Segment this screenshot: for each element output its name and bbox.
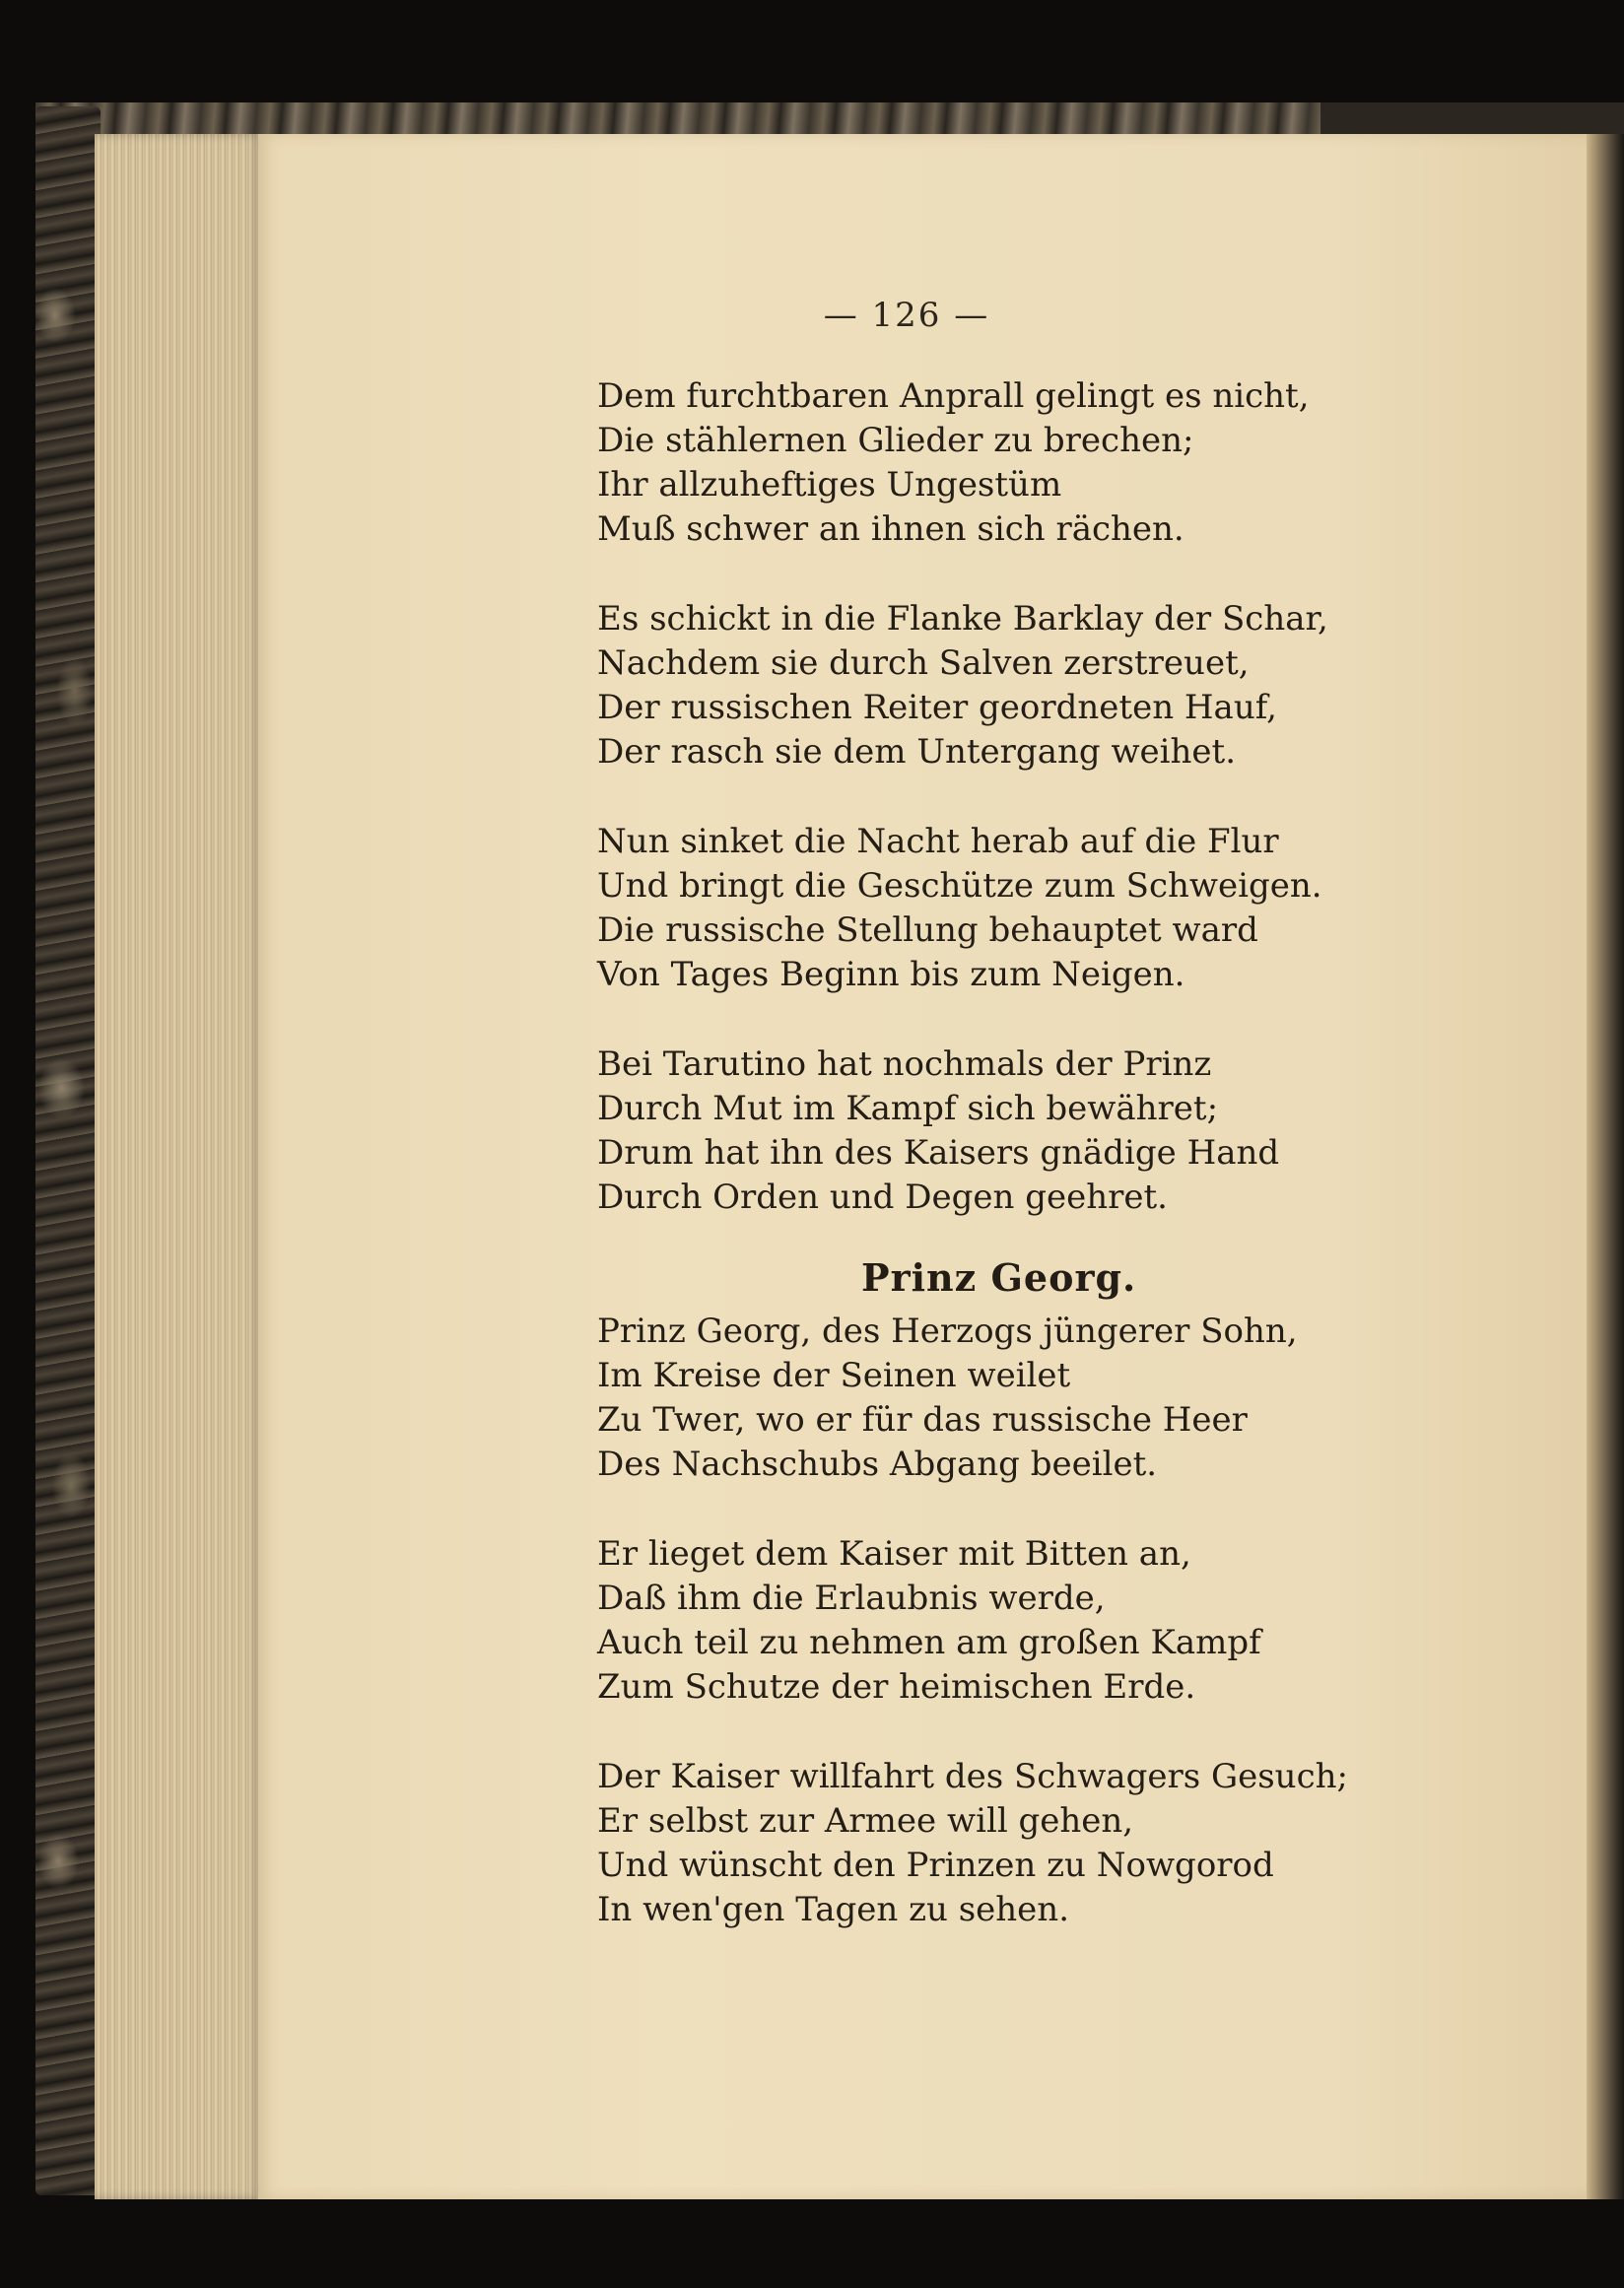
verse-line: Nun sinket die Nacht herab auf die Flur bbox=[597, 822, 1279, 861]
stanza bbox=[597, 374, 1405, 552]
verse-line: Ihr allzuheftiges Ungestüm bbox=[597, 465, 1062, 505]
verse-line: Der russischen Reiter geordneten Hauf, bbox=[597, 688, 1277, 727]
verse-line: Es schickt in die Flanke Barklay der Schar, bbox=[597, 599, 1328, 639]
book-cover-left bbox=[35, 106, 101, 2195]
verse-line: Nachdem sie durch Salven zerstreuet, bbox=[597, 643, 1250, 683]
verse-line: Durch Mut im Kampf sich bewähret; bbox=[597, 1089, 1219, 1128]
verse-line: Prinz Georg, des Herzogs jüngerer Sohn, bbox=[597, 1312, 1298, 1351]
verse-line: Und bringt die Geschütze zum Schweigen. bbox=[597, 866, 1322, 906]
page-number: — 126 — bbox=[823, 296, 990, 335]
verse-line: Der Kaiser willfahrt des Schwagers Gesuch; bbox=[597, 1757, 1348, 1796]
book-cover-top-shade bbox=[1320, 102, 1624, 138]
verse-line: Und wünscht den Prinzen zu Nowgorod bbox=[597, 1846, 1274, 1885]
verse-line: Drum hat ihn des Kaisers gnädige Hand bbox=[597, 1133, 1280, 1173]
verse-line: Er lieget dem Kaiser mit Bitten an, bbox=[597, 1534, 1191, 1574]
verse-line: Der rasch sie dem Untergang weihet. bbox=[597, 732, 1237, 772]
verse-line: In wen'gen Tagen zu sehen. bbox=[597, 1890, 1070, 1929]
stanza bbox=[597, 1755, 1405, 1932]
verse-line: Bei Tarutino hat nochmals der Prinz bbox=[597, 1044, 1212, 1084]
book-gutter bbox=[1587, 134, 1624, 2199]
stanza bbox=[597, 1310, 1405, 1487]
verse-line: Im Kreise der Seinen weilet bbox=[597, 1356, 1071, 1395]
verse-line: Von Tages Beginn bis zum Neigen. bbox=[597, 955, 1185, 994]
verse-line: Dem furchtbaren Anprall gelingt es nicht, bbox=[597, 376, 1310, 416]
verse-line: Daß ihm die Erlaubnis werde, bbox=[597, 1579, 1106, 1618]
page-edges bbox=[95, 134, 262, 2199]
verse-line: Er selbst zur Armee will gehen, bbox=[597, 1801, 1134, 1841]
stanza bbox=[597, 1532, 1405, 1710]
verse-line: Auch teil zu nehmen am großen Kampf bbox=[597, 1623, 1261, 1662]
verse-line: Die russische Stellung behauptet ward bbox=[597, 910, 1258, 950]
poem-title: Prinz Georg. bbox=[861, 1255, 1137, 1300]
stanza bbox=[597, 597, 1405, 774]
stanza bbox=[597, 1043, 1405, 1220]
verse-line: Zu Twer, wo er für das russische Heer bbox=[597, 1400, 1248, 1440]
verse-line: Die stählernen Glieder zu brechen; bbox=[597, 421, 1194, 460]
verse-line: Muß schwer an ihnen sich rächen. bbox=[597, 509, 1184, 549]
verse-line: Des Nachschubs Abgang beeilet. bbox=[597, 1445, 1158, 1484]
verse-line: Zum Schutze der heimischen Erde. bbox=[597, 1667, 1196, 1707]
poem-text bbox=[597, 374, 1405, 1932]
stanza bbox=[597, 820, 1405, 997]
verse-line: Durch Orden und Degen geehret. bbox=[597, 1178, 1168, 1217]
